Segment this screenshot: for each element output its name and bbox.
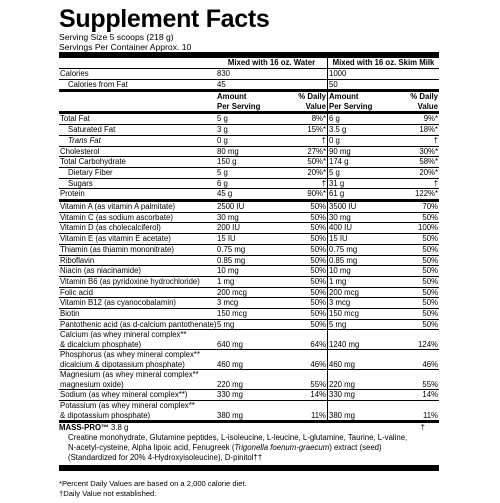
nutrient-row: Saturated Fat 3 g 15%* 3.5 g 18%* (59, 125, 439, 136)
mineral-row: Sodium (as whey mineral complex**) 330 mg 14% 330 mg 14% (60, 390, 438, 400)
footnotes (59, 479, 439, 498)
divider-thick-bottom (59, 465, 439, 471)
footnote-dv: *Percent Daily Values are based on a 2,000 calorie diet. (59, 479, 247, 489)
calories-fat-row: Calories from Fat 45 50 (59, 79, 439, 91)
facts-table (59, 58, 439, 423)
nutrient-row: Protein 45 g 90%* 61 g 122%* (59, 189, 439, 201)
vitamin-row: Vitamin B12 (as cyanocobalamin) 3 mcg 50% 3 mcg 50% (60, 298, 438, 308)
nutrient-row: Trans Fat 0 g † 0 g † (59, 135, 439, 146)
supplement-facts-panel (59, 6, 439, 499)
nutrient-row: Total Fat 5 g 8%* 6 g 9%* (60, 114, 438, 124)
mass-pro-name: MASS-PRO™ (59, 423, 109, 433)
serving-size: Serving Size 5 scoops (218 g) (59, 32, 174, 42)
mass-pro-ingredients-3: (Standardized for 20% 4-Hydroxyisoleucine), D-pinitol†† (68, 452, 263, 462)
mineral-row: Phosphorus (as whey mineral complex** dicalcium & dipotassium phosphate) 460 mg 46% 460 mg 46% (60, 350, 438, 369)
mineral-row: Potassium (as whey mineral complex** & dipotassium phosphate) 380 mg 11% 380 mg 11% (60, 401, 438, 420)
vitamin-row: Vitamin C (as sodium ascorbate) 30 mg 50% 30 mg 50% (60, 212, 438, 222)
mineral-row: Magnesium (as whey mineral complex** magnesium oxide) 220 mg 55% 220 mg 55% (60, 370, 438, 389)
nutrient-row: Dietary Fiber 5 g 20%* 5 g 20%* (59, 167, 439, 178)
vitamin-row: Vitamin B6 (as pyridoxine hydrochloride) 1 mg 50% 1 mg 50% (60, 276, 438, 286)
vitamin-row: Niacin (as niacinamide) 10 mg 50% 10 mg 50% (60, 266, 438, 276)
nutrient-row: Sugars 6 g † 31 g † (59, 178, 439, 189)
vitamin-row: Riboflavin 0.85 mg 50% 0.85 mg 50% (60, 255, 438, 265)
column-header-water: Mixed with 16 oz. Water (216, 58, 328, 69)
mass-pro-dv: † (420, 423, 425, 433)
vitamin-row: Vitamin D (as cholecalciferol) 200 IU 50% 400 IU 100% (60, 223, 438, 233)
footnote-dagger: †Daily Value not established. (59, 488, 157, 498)
mass-pro-ingredients-2: N-acetyl-cysteine, Alpha lipoic acid, Fenugreek (Trigonella foenum-graecum) extract (seed) (68, 442, 382, 452)
vitamin-row: Thiamin (as thiamin mononitrate) 0.75 mg 50% 0.75 mg 50% (60, 244, 438, 254)
nutrient-row: Total Carbohydrate 150 g 50%* 174 g 58%* (60, 157, 438, 167)
column-header-milk: Mixed with 16 oz. Skim Milk (328, 58, 440, 69)
amount-header-row: Amount Per Serving % Daily Value Amount Per Serving % Daily Value (59, 91, 439, 113)
servings-per-container: Servings Per Container Approx. 10 (59, 42, 192, 52)
mass-pro-block (59, 423, 439, 462)
calories-row: Calories 830 1000 (59, 69, 439, 80)
vitamin-row: Biotin 150 mcg 50% 150 mcg 50% (60, 309, 438, 319)
nutrient-row: Cholesterol 80 mg 27%* 90 mg 30%* (60, 146, 438, 156)
mass-pro-amount: 3.8 g (111, 423, 129, 433)
mineral-row: Calcium (as whey mineral complex** & dicalcium phosphate) 640 mg 64% 1240 mg 124% (60, 330, 438, 349)
vitamin-row: Vitamin E (as vitamin E acetate) 15 IU 50% 15 IU 50% (60, 234, 438, 244)
vitamin-row: Pantothenic acid (as d-calcium pantothenate) 5 mg 50% 5 mg 50% (60, 319, 438, 329)
panel-title: Supplement Facts (59, 5, 270, 33)
mass-pro-ingredients-1: Creatine monohydrate, Glutamine peptides, L-isoleucine, L-leucine, L-glutamine, Taurine, L-valine, (68, 433, 408, 443)
vitamin-row: Vitamin A (as vitamin A palmitate) 2500 IU 50% 3500 IU 70% (60, 202, 438, 212)
vitamin-row: Folic acid 200 mcg 50% 200 mcg 50% (60, 287, 438, 297)
